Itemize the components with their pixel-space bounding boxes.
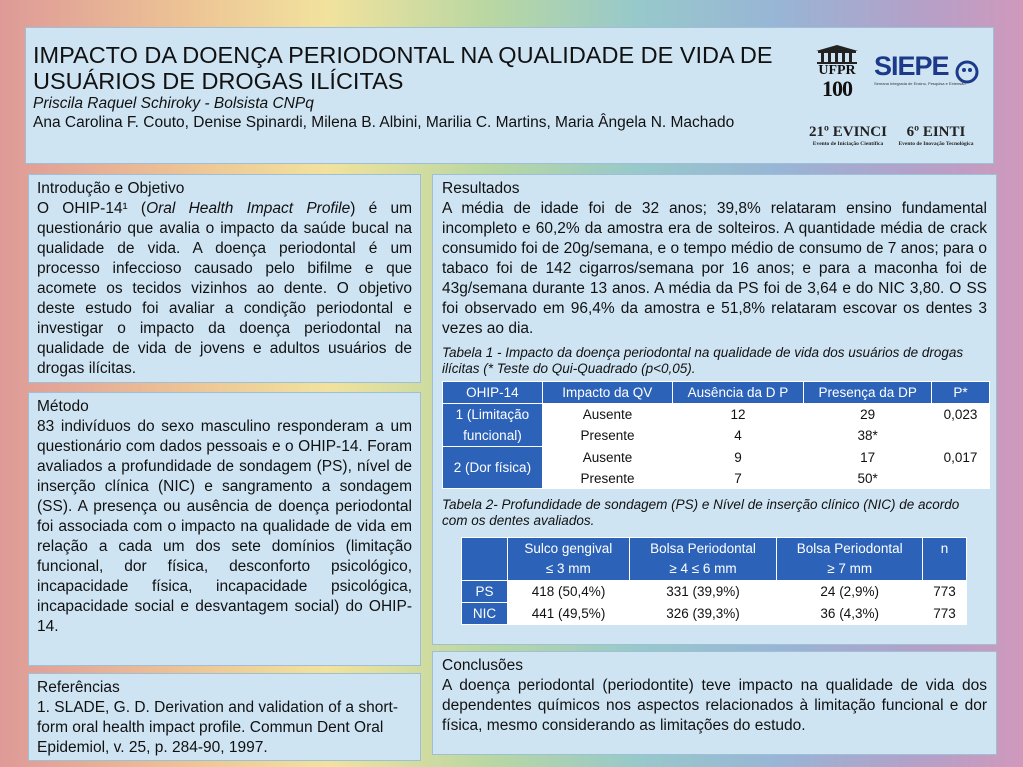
- siepe-logo: [874, 51, 978, 100]
- method-panel: [28, 392, 421, 666]
- table2-header-cell: [507, 538, 629, 581]
- table1-header-cell: OHIP-14: [443, 382, 543, 404]
- table1-cell: 38*: [857, 428, 878, 444]
- table2-cell: 326 (39,3%): [666, 606, 740, 621]
- intro-text: [37, 199, 412, 379]
- table1-header-cell: Presença da DP: [804, 382, 932, 404]
- presenter-name: Priscila Raquel Schiroky - Bolsista CNPq: [33, 95, 314, 112]
- intro-text-end: ) é um questionário que avalia o impacto da saúde bucal na qualidade de vida. A doença periodontal é um processo infeccioso causado pelo bifilme e que acomete os tecidos vizinhos ao dente. O objetivo deste estudo foi avaliar a condição periodontal e investigar o impacto da doença periodontal na qualidade de vida de jovens e adultos usuários de drogas ilícitas.: [37, 200, 412, 377]
- evinci-logo: [808, 124, 888, 154]
- table2-row-label: PS: [462, 581, 508, 603]
- table1-cell: 50*: [857, 470, 878, 486]
- table2: [461, 537, 967, 625]
- table1: [442, 381, 990, 489]
- table1-domain-cell: 1 (Limitação funcional): [443, 404, 543, 447]
- table1-cell: Ausente: [582, 449, 633, 465]
- conclusions-title: Conclusões: [442, 657, 523, 674]
- table1-cell: [932, 425, 990, 446]
- table2-header-corner: [462, 538, 508, 581]
- ufpr-building-icon: [812, 44, 862, 64]
- table1-cell: 9: [734, 449, 742, 465]
- table1-header-cell: P*: [932, 382, 990, 404]
- table1-header-row: [443, 382, 990, 404]
- siepe-face-icon: [954, 60, 980, 84]
- intro-text-italic: Oral Health Impact Profile: [146, 200, 351, 217]
- table1-p-cell: 0,023: [943, 407, 978, 423]
- table1-cell: Presente: [580, 428, 635, 444]
- table2-header-cell: [777, 538, 923, 581]
- table1-cell: 29: [860, 407, 876, 423]
- table2-cell: 36 (4,3%): [820, 606, 879, 621]
- table1-cell: 4: [734, 428, 742, 444]
- table1-cell: Presente: [580, 470, 635, 486]
- einti-wordmark: 6º EINTI: [906, 124, 966, 140]
- table2-cell: 24 (2,9%): [820, 584, 879, 600]
- conclusions-panel: [432, 651, 997, 755]
- method-text: 83 indivíduos do sexo masculino responderam a um questionário com dados pessoais e o OHIP-14. Foram avaliados a profundidade de sondagem (PS), nível de inserção clínica (NIC) e sangramento a sondagem (SS). A presença ou ausência de doença periodontal foi associada com o impacto na qualidade de vida em relação a cada um dos sete domínios (limitação funcional, dor física, desconforto psicológico, incapacidade física, incapacidade psicológica, incapacidade social e desvantagem social) do OHIP-14.: [37, 418, 412, 635]
- table1-header-cell: Impacto da QV: [542, 382, 672, 404]
- siepe-wordmark: SIEPE: [874, 51, 949, 81]
- conclusions-text: A doença periodontal (periodontite) teve impacto na qualidade de vida dos dependentes químicos nos aspectos relacionados à limitação funcional e dor física, mesmo considerando as limitações do estudo.: [442, 677, 987, 734]
- table2-cell: 773: [933, 584, 956, 600]
- table2-cell: 331 (39,9%): [666, 584, 740, 600]
- table1-p-cell: 0,017: [943, 449, 978, 465]
- table1-cell: [932, 468, 990, 489]
- table2-row-label: NIC: [462, 603, 508, 625]
- references-text: 1. SLADE, G. D. Derivation and validation of a short-form oral health impact profile. Commun Dent Oral Epidemiol, v. 25, p. 284-90, 1997.: [37, 699, 398, 756]
- intro-text-start: O OHIP-14¹ (: [37, 200, 147, 217]
- intro-panel: [28, 174, 421, 383]
- table2-header-line1: Sulco gengival: [524, 541, 613, 556]
- ufpr-years: 100: [822, 76, 852, 101]
- references-panel: [28, 673, 421, 761]
- table2-cell: 441 (49,5%): [531, 606, 606, 621]
- table2-cell: 418 (50,4%): [531, 584, 606, 600]
- table2-header-line2: ≥ 7 mm: [827, 561, 873, 576]
- table1-header-cell: Ausência da D P: [672, 382, 804, 404]
- table-row: [443, 447, 990, 468]
- table2-header-row: [462, 538, 967, 581]
- evinci-wordmark: 21º EVINCI: [809, 124, 887, 140]
- table2-header-line1: Bolsa Periodontal: [650, 541, 756, 556]
- table1-caption: Tabela 1 - Impacto da doença periodontal na qualidade de vida dos usuários de drogas ilícitas (* Teste do Qui-Quadrado (p<0,05).: [442, 345, 964, 376]
- table-row: [462, 581, 967, 603]
- table2-header-line2: ≥ 4 ≤ 6 mm: [669, 561, 737, 576]
- table1-cell: 17: [860, 449, 876, 465]
- method-title: Método: [37, 398, 89, 415]
- logos-area: [808, 42, 983, 157]
- einti-logo: [894, 124, 978, 154]
- intro-title: Introdução e Objetivo: [37, 180, 185, 197]
- table1-cell: 12: [730, 407, 746, 423]
- table1-cell: Ausente: [582, 407, 633, 423]
- table2-header-line1: Bolsa Periodontal: [796, 541, 903, 556]
- references-title: Referências: [37, 679, 120, 696]
- table2-header-line2: ≤ 3 mm: [545, 561, 591, 576]
- table2-header-cell: [923, 538, 967, 581]
- table2-header-line1: n: [940, 541, 949, 556]
- poster-title: IMPACTO DA DOENÇA PERIODONTAL NA QUALIDADE DE VIDA DE USUÁRIOS DE DROGAS ILÍCITAS: [33, 42, 773, 94]
- results-text: A média de idade foi de 32 anos; 39,8% relataram ensino fundamental incompleto e 60,2% da amostra era de solteiros. A quantidade média de crack consumido foi de 20g/semana, e o tempo médio de consumo de 7 anos; para o tabaco foi de 142 cigarros/semana por 16 anos; e para a maconha foi de 43g/semana durante 13 anos. A média da PS foi de 3,64 e do NIC 3,80. O SS foi observado em 96,4% da amostra e 51,8% relataram escovar os dentes 3 vezes ao dia.: [442, 200, 987, 337]
- table2-header-cell: [629, 538, 777, 581]
- authors-list: Ana Carolina F. Couto, Denise Spinardi, Milena B. Albini, Marilia C. Martins, Maria Ângela N. Machado: [33, 114, 735, 131]
- results-title: Resultados: [442, 180, 520, 197]
- table-row: [443, 404, 990, 426]
- table2-cell: 773: [933, 606, 956, 621]
- poster-header: [25, 27, 994, 164]
- siepe-tagline: Semana Integrada de Ensino, Pesquisa e Extensão: [874, 81, 966, 86]
- results-panel: [432, 174, 997, 645]
- ufpr-logo: [808, 44, 866, 106]
- table2-caption: Tabela 2- Profundidade de sondagem (PS) e Nível de inserção clínico (NIC) de acordo com os dentes avaliados.: [442, 497, 960, 528]
- table-row: [462, 603, 967, 625]
- einti-caption: Evento de Inovação Tecnológica: [898, 141, 974, 147]
- table1-domain-cell: 2 (Dor física): [443, 447, 543, 489]
- table1-cell: 7: [734, 470, 742, 486]
- ufpr-wordmark: UFPR: [818, 63, 856, 78]
- evinci-caption: Evento de Iniciação Científica: [812, 141, 884, 147]
